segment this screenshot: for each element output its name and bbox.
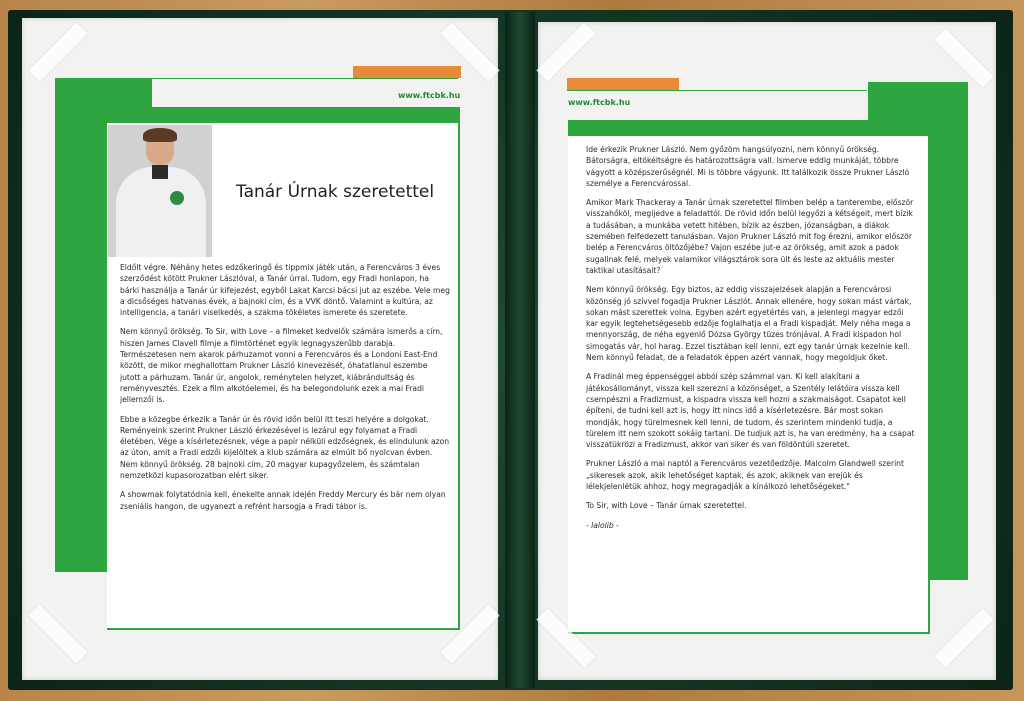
left-article-text — [120, 262, 450, 520]
photo-collar — [152, 165, 168, 179]
folder-spine — [505, 12, 535, 688]
left-green-header — [55, 78, 152, 108]
right-paragraph: To Sir, with Love – Tanár úrnak szeretettel. — [586, 501, 747, 511]
left-bottom-line — [107, 628, 460, 630]
left-url: www.ftcbk.hu — [398, 91, 461, 100]
right-orange-bar — [567, 78, 679, 90]
right-paragraph: A Fradinál meg éppenséggel abból szép számmal van. Ki kell alakítani a játékosállományt, vissza kell szerezni a közönséget, a Szentély lelátóira vissza kell csempészni a Fradizmust, a kispadra vissza kell hozni a szakmaiságot. Csapatot kell építeni, de tudni kell azt is, hogy itt nincs idő a kísérletezésre. Bár most sokan mondják, hogy türelmesnek kell lenni, de tudom, és szerintem mindenki tudja, a türelem itt nem szokott sokáig tartani. De tudjuk azt is, ha van eredmény, ha a csapat visszatükrözi a Fradizmust, akkor van siker és van földöntúli szeretet. — [586, 372, 915, 450]
right-right-line — [928, 136, 930, 632]
signature: - lalolib - — [586, 520, 619, 530]
right-paragraph: Amikor Mark Thackeray a Tanár úrnak szeretettel filmben belép a tanterembe, először visszahőköl, megijedve a feladattól. De rövid időn belül legyőzi a kétségeit, mert bízik a tudásában, a munkába vetett hitében, bízik az észben, józanságban, a diákok szemében felfedezett tanulásban. Vajon Prukner László mit fog érezni, amikor először belép a Ferencváros öltözőjébe? Vajon eszébe jut-e az örökség, amit azok a padok sugallnak felé, melyek valamikor világsztárok sora ült és leste az aktuális mester taktikai utasításait? — [586, 198, 914, 275]
photo-jacket — [116, 167, 206, 257]
left-paragraph: Ebbe a közegbe érkezik a Tanár úr és rövid időn belül itt teszi helyére a dolgokat. Reményeink szerint Prukner László érkezésével is lezárul egy folyamat a Fradi életében. Vége a kísérletezésnek, vége a papír nélküli edzőségnek, és elindulunk azon az úton, amit a Fradi edzői kijelöltek a klub számára az elmúlt bő nyolcvan évben. Nem könnyű örökség. 28 bajnoki cím, 20 magyar kupagyőzelem, és számtalan nemzetközi kupasorozatban elért siker. — [120, 414, 450, 481]
article-title: Tanár Úrnak szeretettel — [236, 182, 435, 202]
left-paragraph: A showmak folytatódnia kell, énekelte annak idején Freddy Mercury és bár nem olyan zseniális hangon, de ugyanezt a refrént harsogja a Fradi tábor is. — [120, 490, 446, 511]
left-paragraph: Nem könnyű örökség. To Sir, with Love – a filmeket kedvelők számára ismerős a cím, hiszen James Clavell filmje a filmtörténet egyik legnagyszerűbb darabja. Természetesen nem akarok párhuzamot vonni a Ferencváros és a Londoni East-End között, de mikor meghallottam Prukner László kinevezését, óhatatlanul eszembe jutott a párhuzam. Tanár úr, angolok, reménytelen helyzet, kiábrándultság és reményvesztés. Ezek a film alkotóelemei, és ha belegondolunk ezek a mai Fradi jellemzői is. — [120, 327, 443, 405]
left-header-line — [152, 78, 458, 79]
right-bottom-line — [568, 632, 930, 634]
right-header-line — [567, 90, 867, 91]
right-paragraph: Nem könnyű örökség. Egy biztos, az eddig visszajelzések alapján a Ferencvárosi közönség jó szívvel fogadja Prukner Lászlót. Annak ellenére, hogy sokan mást vártak, sokan mást szerettek volna. Egyben azért egyetértés van, a jelenlegi magyar edzői kar egyik legtehetségesebb edzője foglalhatja el a Fradi kispadját. Mely néha maga a mennyország, de néha egyenlő Dózsa György tüzes trónjával. A Fradi kispadon hol simogatás vár, hol harag. Ezzel tisztában kell lenni, ezt egy tanár úrnak kezelnie kell. Nem könnyű feladat, de a feladatok éppen azért vannak, hogy megoldjuk őket. — [586, 285, 912, 363]
photo-hair — [143, 128, 177, 142]
left-paragraph: Eldőlt végre. Néhány hetes edzőkeringő és tippmix játék után, a Ferencváros 3 éves szerződést kötött Prukner Lászlóval, a Tanár úrral. Tudom, egy Fradi honlapon, ha bárki használja a Tanár úr kifejezést, egyből Lakat Karcsi bácsi jut az eszébe. Vele meg a dicsőséges hatvanas évek, a bajnoki cím, és a VVK döntő. Valamint a kultúra, az intelligencia, a tanári viselkedés, a szakma tökéletes ismerete és szeretete. — [120, 263, 450, 318]
right-article-text — [586, 144, 918, 539]
club-logo-icon — [170, 191, 184, 205]
right-paragraph: Prukner László a mai naptól a Ferencváros vezetőedzője. Malcolm Glandwell szerint „sikeresek azok, akik lehetőséget kaptak, és azok, akiknek van erejük és lélekjelenlétük ahhoz, hogy megragadják a kínálkozó lehetőségeket." — [586, 459, 904, 492]
left-green-top-band — [107, 107, 460, 123]
left-right-line — [458, 123, 460, 628]
right-paragraph: Ide érkezik Prukner László. Nem győzöm hangsúlyozni, nem könnyű örökség. Bátorságra, eltökéltségre és határozottságra vall. Ismerve eddig munkáját, többre vágyott a középszerűségnél. Mi is többre vágyunk. Itt találkozik össze Prukner László személye a Ferencvárossal. — [586, 145, 910, 188]
right-green-top-band — [568, 120, 930, 136]
coach-photo — [108, 125, 212, 257]
left-green-block — [55, 78, 107, 572]
right-url: www.ftcbk.hu — [568, 98, 631, 107]
left-orange-bar — [353, 66, 461, 78]
